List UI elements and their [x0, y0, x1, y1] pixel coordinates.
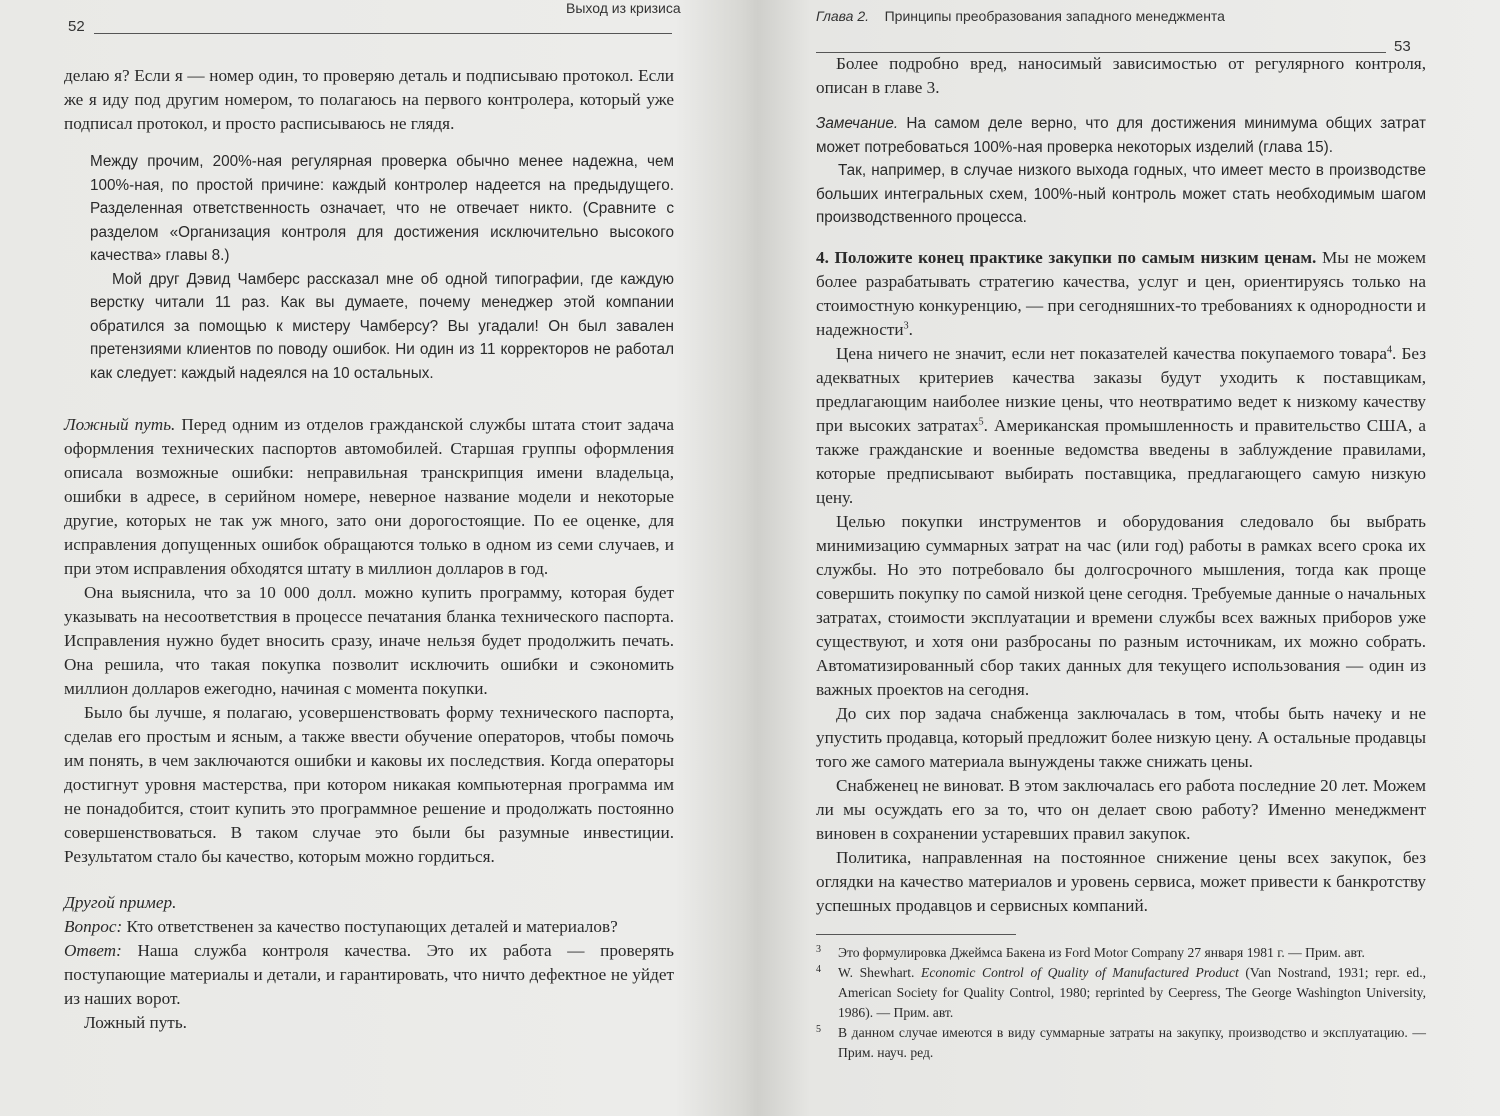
paragraph: Целью покупки инструментов и оборудования следовало бы выбрать минимизацию суммарных затрат на час (или год) работы в рамках всего срока их службы. Но это потребовало бы долгосрочного мышления, тогда как проще совершить покупку по самой низкой цене сегодня. Требуемые данные о начальных затратах, стоимости эксплуатации и времени службы всех важных приборов уже существуют, и хотя они разбросаны по разным источникам, их можно собрать. Автоматизированный сбор таких данных для текущего использования — один из важных проектов на сегодня.: [816, 511, 1426, 699]
footnote: 4 W. Shewhart. Economic Control of Quality of Manufactured Product (Van Nostrand, 1931; repr. ed., American Society for Quality Control, 1980; reprinted by Ceepress, The George Washington University, 1986). — Прим. авт.: [816, 963, 1426, 1020]
right-text-column: [816, 52, 1426, 1063]
point-4-heading: 4. Положите конец практике закупки по самым низким ценам.: [816, 247, 1317, 267]
footnote-marker: 5: [978, 415, 984, 427]
footnote: 3 Это формулировка Джеймса Бакена из Ford Motor Company 27 января 1981 г. — Прим. авт.: [816, 943, 1365, 960]
page-number-right: 53: [1394, 38, 1411, 55]
another-example-label: Другой пример.: [64, 893, 177, 912]
question-paragraph: Вопрос: Кто ответственен за качество поступающих деталей и материалов?: [64, 917, 618, 936]
footnote: 5 В данном случае имеются в виду суммарные затраты на закупку, производство и эксплуатацию. — Прим. науч. ред.: [816, 1023, 1426, 1060]
paragraph: До сих пор задача снабженца заключалась в том, чтобы быть начеку и не упустить продавца, который предложит более низкую цену. А остальные продавцы того же самого материала вынуждены также снижать цены.: [816, 703, 1426, 771]
inset-block: [90, 150, 674, 385]
left-page: [0, 0, 742, 1116]
paragraph: делаю я? Если я — номер один, то проверяю деталь и подписываю протокол. Если же я иду под другим номером, то полагаюсь на первого контролера, который уже подписал протокол, и просто расписываюсь не глядя.: [64, 66, 674, 133]
remark-paragraph: Замечание. На самом деле верно, что для достижения минимума общих затрат может потребоваться 100%-ная проверка некоторых изделий (глава 15).: [816, 115, 1426, 156]
footnote-marker: 4: [1387, 343, 1393, 355]
remark-label: Замечание.: [816, 115, 899, 132]
running-head-chapter: Глава 2.: [816, 8, 870, 24]
footnote-marker: 3: [903, 319, 909, 331]
paragraph: Снабженец не виноват. В этом заключалась его работа последние 20 лет. Можем ли мы осуждать его за то, что он делает свою работу? Именно менеджмент виновен в сохранении устаревших правил закупок.: [816, 775, 1426, 843]
running-head-right: [816, 8, 1225, 24]
paragraph: Более подробно вред, наносимый зависимостью от регулярного контроля, описан в главе 3.: [816, 54, 1426, 97]
false-path-label: Ложный путь.: [64, 415, 176, 434]
paragraph: Политика, направленная на постоянное снижение цены всех закупок, без оглядки на качество материалов и уровень сервиса, может привести к банкротству успешных продавцов и сервисных компаний.: [816, 847, 1426, 915]
answer-paragraph: Ответ: Наша служба контроля качества. Это их работа — проверять поступающие материалы и детали, и гарантировать, что ничто дефектное не уйдет из наших ворот.: [64, 941, 675, 1008]
right-page: [760, 0, 1500, 1116]
running-head-left: Выход из кризиса: [566, 0, 681, 16]
remark-paragraph: Так, например, в случае низкого выхода годных, что имеет место в производстве больших интегральных схем, 100%-ный контроль может стать необходимым шагом производственного процесса.: [816, 162, 1426, 226]
inset-paragraph: Мой друг Дэвид Чамберс рассказал мне об одной типографии, где каждую верстку читали 11 раз. Как вы думаете, почему менеджер этой компании обратился за помощью к мистеру Чамберсу? Вы угадали! Он был завален претензиями клиентов по поводу ошибок. Ни один из 11 корректоров не работал как следует: каждый надеялся на 10 остальных.: [90, 270, 674, 382]
paragraph: Было бы лучше, я полагаю, усовершенствовать форму технического паспорта, сделав его простым и ясным, а также ввести обучение операторов, чтобы помочь им понять, в чем заключаются ошибки и каковы их последствия. Когда операторы достигнут уровня мастерства, при котором никакая компьютерная программа им не понадобится, стоит купить это программное решение и продолжать постоянно совершенствоваться. В таком случае это были бы разумные инвестиции. Результатом стало бы качество, которым можно гордиться.: [64, 703, 674, 866]
paragraph: Она выяснила, что за 10 000 долл. можно купить программу, которая будет указывать на несоответствия в процессе печатания бланка технического паспорта. Исправления нужно будет вносить сразу, иначе нельзя будет продолжить печать. Она решила, что такая покупка позволит исключить ошибки и сэкономить миллион долларов ежегодно, начиная с момента покупки.: [64, 583, 674, 698]
paragraph: Ложный путь.: [84, 1013, 187, 1032]
paragraph: Ложный путь. Перед одним из отделов гражданской службы штата стоит задача оформления технических паспортов автомобилей. Старшая группы оформления описала возможные ошибки: неправильная транскрипция имени владельца, ошибки в адресе, в серийном номере, неверное название модели и некоторые другие, которых не так уж много, зато они дорогостоящие. По ее оценке, для исправления допущенных ошибок обращаются только в одном из семи случаев, и при этом исправления обходятся штату в миллион долларов в год.: [64, 415, 675, 578]
page-number-left: 52: [68, 18, 85, 35]
left-text-column: [64, 64, 674, 1035]
inset-paragraph: Между прочим, 200%-ная регулярная проверка обычно менее надежна, чем 100%-ная, по простой причине: каждый контролер надеется на предыдущего. Разделенная ответственность означает, что не отвечает никто. (Сравните с разделом «Организация контроля для достижения исключительно высокого качества» главы 8.): [90, 153, 674, 264]
running-head-title: Принципы преобразования западного менеджмента: [884, 8, 1225, 24]
footnote-rule: [816, 934, 1016, 935]
paragraph: Цена ничего не значит, если нет показателей качества покупаемого товара$^4$. Без адекватных критериев качества заказы будут уходить к поставщикам, предлагающим наиболее низкие цены, что неотвратимо ведет к низкому качеству при высоких затратах$^5$. Американская промышленность и правительство США, а также гражданские и военные ведомства введены в заблуждение правилами, которые предписывают выбирать поставщика, предлагающего самую низкую цену.: [816, 343, 1426, 507]
header-rule-left: [94, 33, 672, 34]
point-4-paragraph: 4. Положите конец практике закупки по самым низким ценам. Мы не можем более разрабатывать стратегию качества, услуг и цен, ориентируясь только на стоимостную конкуренцию, — при сегодняшних-то требованиях к однородности и надежности$^3$.: [816, 247, 1427, 339]
